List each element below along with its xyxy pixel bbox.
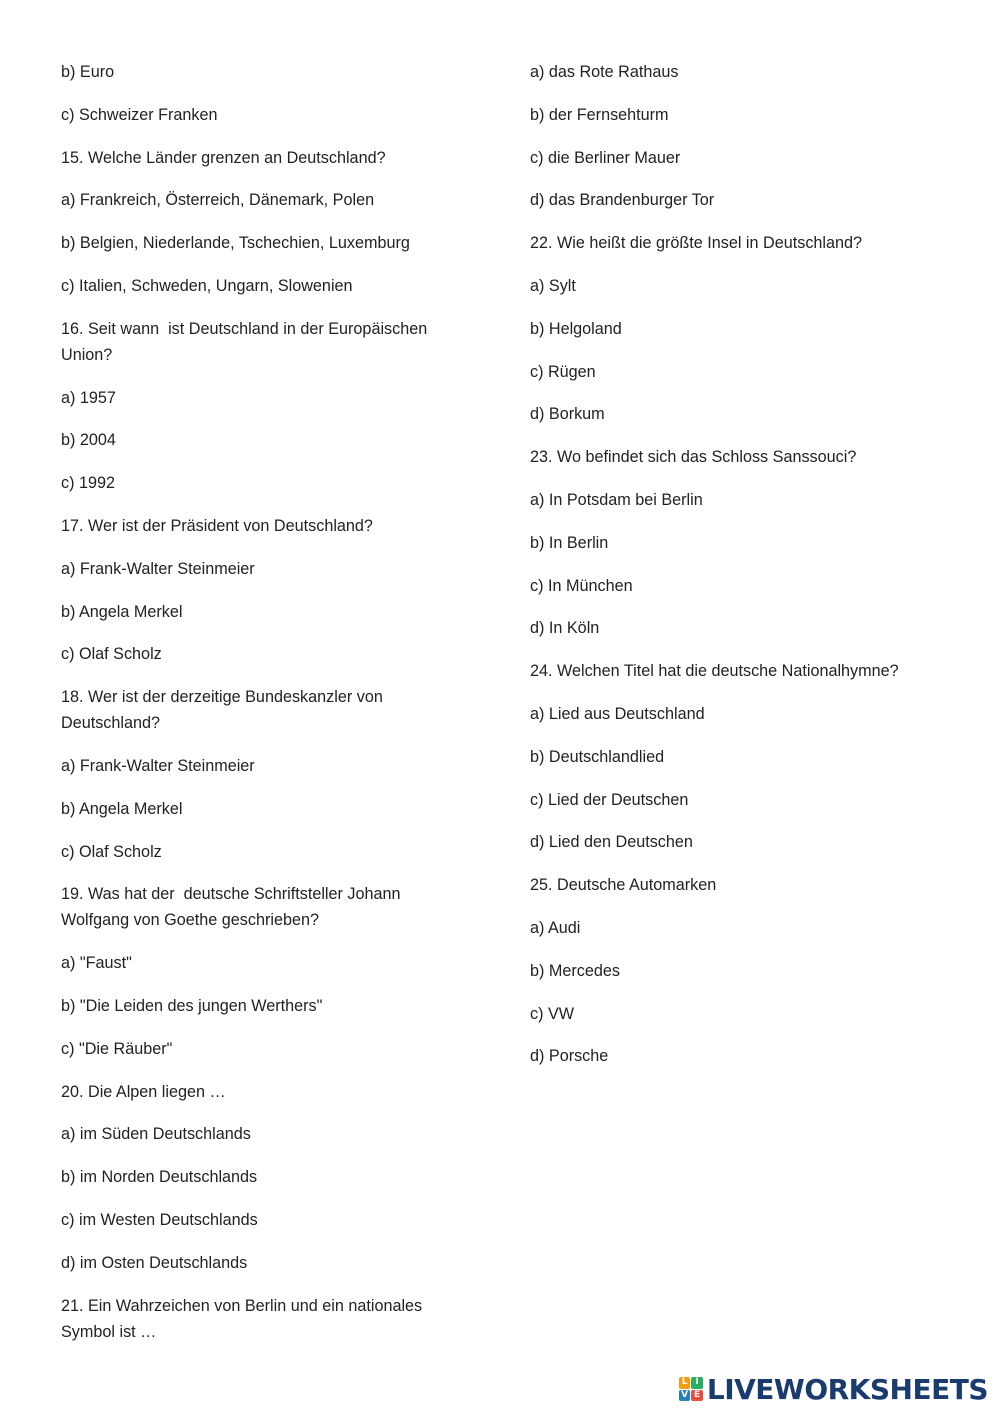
answer-option: a) "Faust"	[61, 954, 132, 973]
answer-option: c) Rügen	[530, 362, 596, 381]
answer-option: c) die Berliner Mauer	[530, 148, 681, 167]
answer-option: b) Angela Merkel	[61, 602, 183, 621]
answer-option: a) Frankreich, Österreich, Dänemark, Polen	[61, 191, 375, 210]
question-17: 17. Wer ist der Präsident von Deutschland?	[61, 516, 373, 535]
answer-option: b) "Die Leiden des jungen Werthers"	[61, 996, 323, 1015]
answer-option: c) In München	[530, 576, 633, 595]
answer-option: a) Frank-Walter Steinmeier	[61, 756, 255, 775]
answer-option: b) Belgien, Niederlande, Tschechien, Luxemburg	[61, 234, 410, 253]
answer-option: d) In Köln	[530, 619, 600, 638]
answer-option: b) Angela Merkel	[61, 799, 183, 818]
answer-option: b) Euro	[61, 63, 115, 81]
question-22: 22. Wie heißt die größte Insel in Deutschland?	[530, 234, 863, 253]
answer-option: c) Italien, Schweden, Ungarn, Slowenien	[61, 276, 353, 295]
logo-tile: L	[679, 1377, 691, 1389]
question-24: 24. Welchen Titel hat die deutsche Nationalhymne?	[530, 662, 899, 681]
answer-option: a) das Rote Rathaus	[530, 63, 679, 81]
answer-option: c) Schweizer Franken	[61, 105, 218, 124]
answer-option: c) Lied der Deutschen	[530, 790, 689, 809]
answer-option: d) im Osten Deutschlands	[61, 1253, 248, 1272]
answer-option: d) Lied den Deutschen	[530, 833, 693, 852]
right-column	[530, 59, 950, 1086]
question-25: 25. Deutsche Automarken	[530, 876, 717, 895]
answer-option: c) Olaf Scholz	[61, 842, 162, 861]
answer-option: b) Helgoland	[530, 319, 622, 338]
left-column	[61, 59, 461, 1361]
liveworksheets-logo[interactable]	[679, 1374, 988, 1404]
answer-option: b) In Berlin	[530, 533, 609, 552]
answer-option: a) Frank-Walter Steinmeier	[61, 559, 255, 578]
answer-option: c) "Die Räuber"	[61, 1039, 173, 1058]
answer-option: b) Mercedes	[530, 961, 620, 980]
answer-option: b) Deutschlandlied	[530, 747, 665, 766]
answer-option: c) Olaf Scholz	[61, 645, 162, 664]
question-19: 19. Was hat der deutsche Schriftsteller Johann Wolfgang von Goethe geschrieben?	[61, 885, 406, 930]
question-23: 23. Wo befindet sich das Schloss Sanssouci?	[530, 448, 857, 467]
logo-tile: I	[691, 1377, 703, 1389]
answer-option: c) VW	[530, 1004, 575, 1023]
answer-option: d) Porsche	[530, 1047, 609, 1066]
question-15: 15. Welche Länder grenzen an Deutschland?	[61, 148, 386, 167]
answer-option: b) 2004	[61, 431, 116, 450]
answer-option: b) der Fernsehturm	[530, 105, 669, 124]
logo-tile: V	[679, 1390, 691, 1402]
liveworksheets-logo-icon	[679, 1377, 703, 1401]
liveworksheets-logo-text: LIVEWORKSHEETS	[706, 1372, 988, 1406]
answer-option: d) das Brandenburger Tor	[530, 191, 715, 210]
answer-option: d) Borkum	[530, 405, 605, 424]
logo-tile: E	[691, 1390, 703, 1402]
answer-option: a) In Potsdam bei Berlin	[530, 490, 703, 509]
answer-option: a) 1957	[61, 388, 116, 407]
answer-option: b) im Norden Deutschlands	[61, 1168, 258, 1187]
question-20: 20. Die Alpen liegen …	[61, 1082, 226, 1101]
answer-option: a) im Süden Deutschlands	[61, 1125, 251, 1144]
question-21: 21. Ein Wahrzeichen von Berlin und ein nationales Symbol ist …	[61, 1296, 427, 1341]
question-18: 18. Wer ist der derzeitige Bundeskanzler von Deutschland?	[61, 688, 388, 733]
answer-option: c) 1992	[61, 474, 115, 493]
answer-option: a) Lied aus Deutschland	[530, 704, 705, 723]
answer-option: a) Audi	[530, 918, 581, 937]
answer-option: c) im Westen Deutschlands	[61, 1210, 258, 1229]
answer-option: a) Sylt	[530, 276, 576, 295]
question-16: 16. Seit wann ist Deutschland in der Europäischen Union?	[61, 319, 432, 364]
